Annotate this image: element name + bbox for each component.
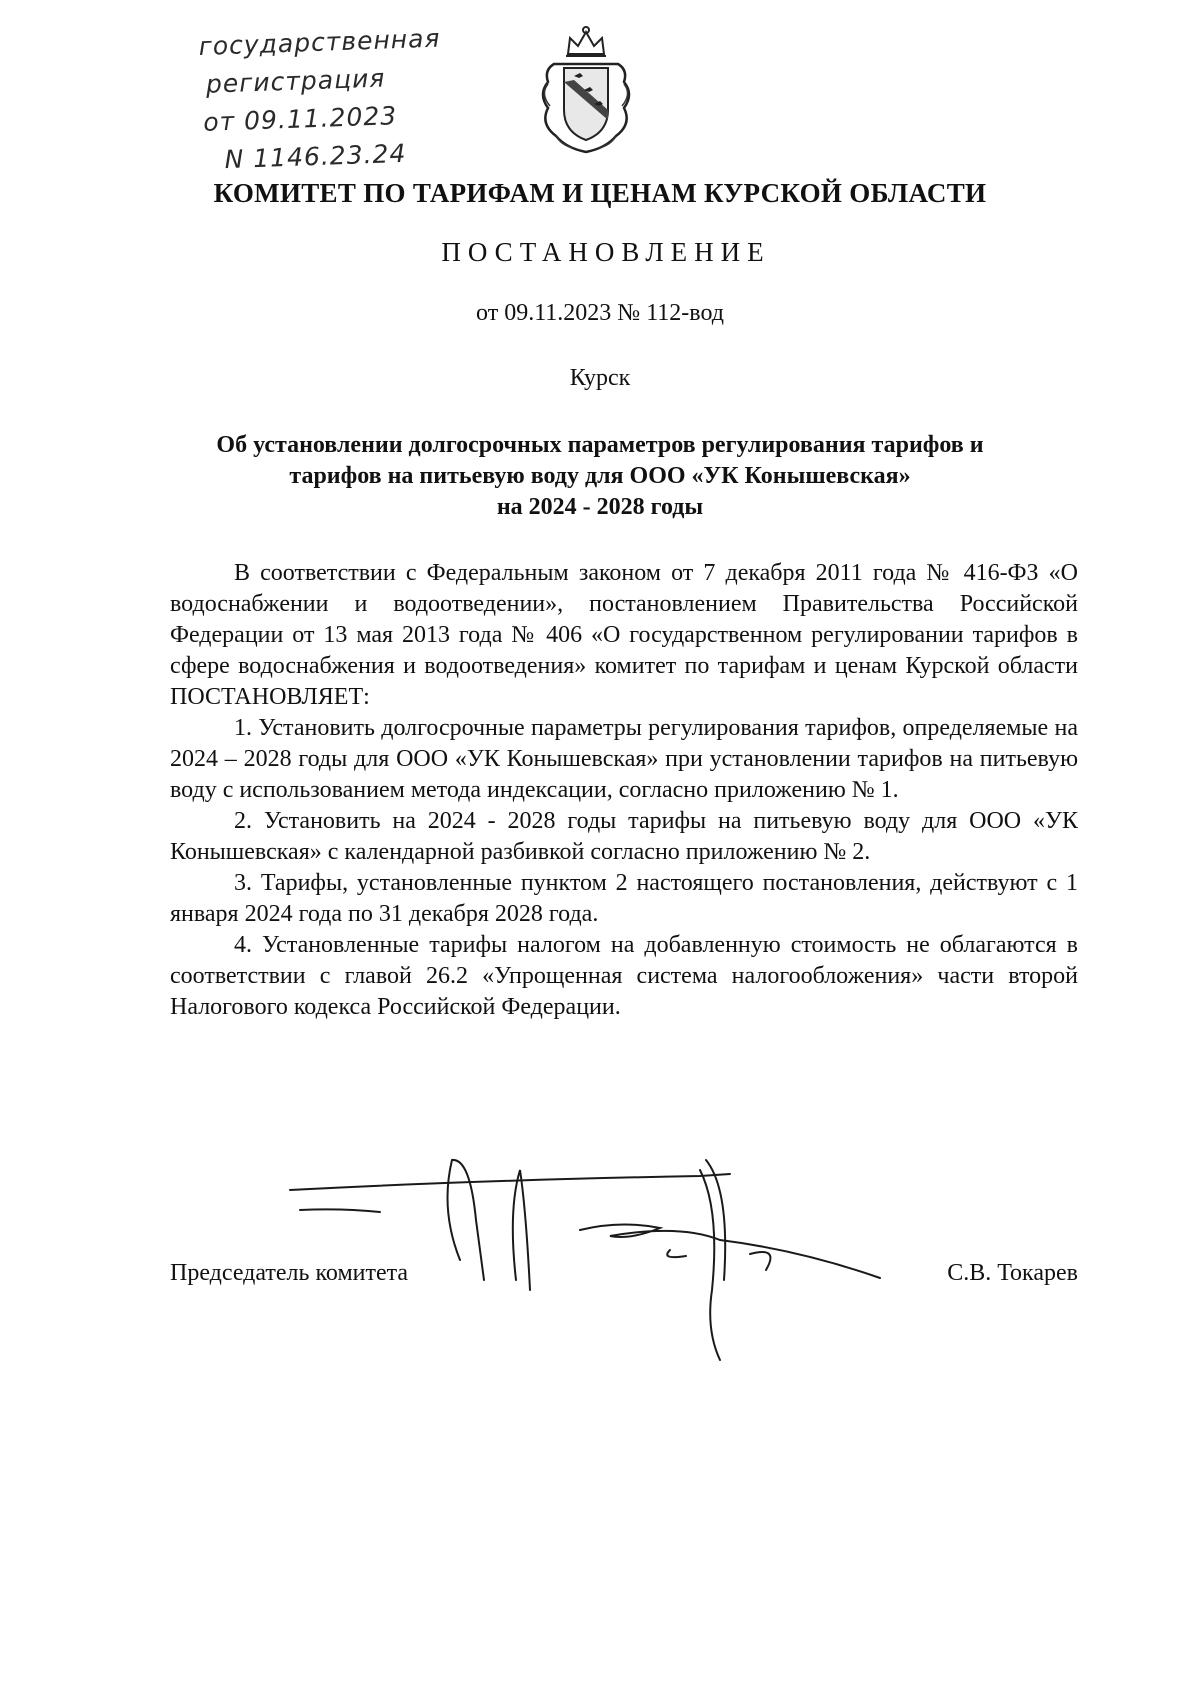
- resolution-item: 4. Установленные тарифы налогом на добавленную стоимость не облагаются в соответствии с главой 26.2 «Упрощенная система налогообложения» части второй Налогового кодекса Российской Федерации.: [170, 932, 1078, 1020]
- resolves-text: ПОСТАНОВЛЯЕТ:: [170, 684, 370, 710]
- document-city: Курск: [569, 365, 631, 391]
- preamble-paragraph: [170, 558, 1078, 713]
- document-number: от 09.11.2023 № 112-вод: [476, 300, 724, 326]
- registration-handwritten-note: [198, 19, 463, 180]
- kursk-coat-of-arms-icon: [526, 24, 646, 164]
- organization-name: КОМИТЕТ ПО ТАРИФАМ И ЦЕНАМ КУРСКОЙ ОБЛАСТИ: [213, 178, 987, 208]
- title-line: Об установлении долгосрочных параметров регулирования тарифов и: [216, 432, 984, 458]
- registration-note-number: N 1146.23.24: [224, 138, 407, 175]
- signatory-name: С.В. Токарев: [947, 1260, 1078, 1286]
- registration-note-line: государственная: [198, 23, 441, 61]
- title-line: тарифов на питьевую воду для ООО «УК Конышевская»: [289, 463, 911, 489]
- resolution-item: 1. Установить долгосрочные параметры регулирования тарифов, определяемые на 2024 – 2028 годы для ООО «УК Конышевская» при установлении тарифов на питьевую воду с использованием метода индексации, согласно приложению № 1.: [170, 715, 1078, 803]
- signature-row: [170, 1260, 1078, 1294]
- signatory-position: Председатель комитета: [170, 1260, 409, 1286]
- registration-note-line: регистрация: [205, 63, 386, 99]
- document-type: ПОСТАНОВЛЕНИЕ: [441, 237, 771, 267]
- document-title: [150, 430, 1050, 523]
- document-body: [170, 558, 1078, 1023]
- resolution-item: 2. Установить на 2024 - 2028 годы тарифы на питьевую воду для ООО «УК Конышевская» с календарной разбивкой согласно приложению № 2.: [170, 808, 1078, 865]
- title-line: на 2024 - 2028 годы: [496, 494, 704, 520]
- registration-note-date: от 09.11.2023: [202, 101, 398, 137]
- preamble-text: В соответствии с Федеральным законом от 7 декабря 2011 года № 416-ФЗ «О водоснабжении и водоотведении», постановлением Правительства Российской Федерации от 13 мая 2013 года № 406 «О государственном регулировании тарифов в сфере водоснабжения и водоотведения» комитет по тарифам и ценам Курской области: [170, 560, 1078, 679]
- resolution-item: 3. Тарифы, установленные пунктом 2 настоящего постановления, действуют с 1 января 2024 года по 31 декабря 2028 года.: [170, 870, 1078, 927]
